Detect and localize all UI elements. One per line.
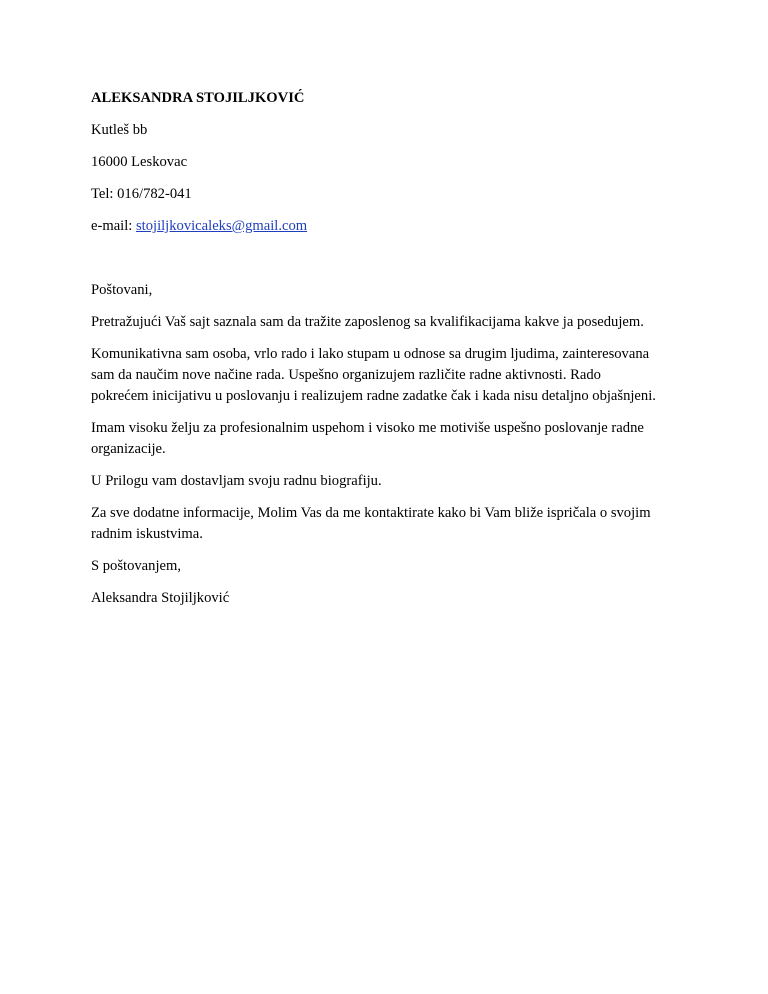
- paragraph-motivation-line-1: Imam visoku želju za profesionalnim uspehom i visoko me motiviše uspešno poslovanje radne: [91, 420, 644, 436]
- sender-name: ALEKSANDRA STOJILJKOVIĆ: [91, 90, 305, 106]
- sender-street: Kutleš bb: [91, 122, 148, 138]
- email-label: e-mail:: [91, 218, 136, 234]
- closing: S poštovanjem,: [91, 558, 181, 574]
- paragraph-contact-line-2: radnim iskustvima.: [91, 526, 203, 542]
- paragraph-attachment: U Prilogu vam dostavljam svoju radnu biografiju.: [91, 473, 382, 489]
- email-link[interactable]: stojiljkovicaleks@gmail.com: [135, 218, 308, 234]
- salutation: Poštovani,: [91, 282, 153, 298]
- letter-page: [91, 88, 691, 609]
- paragraph-contact: [91, 503, 691, 545]
- paragraph-contact-line-1: Za sve dodatne informacije, Molim Vas da me kontaktirate kako bi Vam bliže ispričala o svojim: [91, 505, 651, 521]
- paragraph-skills-line-1: Komunikativna sam osoba, vrlo rado i lako stupam u odnose sa drugim ljudima, zainteresovana: [91, 346, 650, 362]
- paragraph-skills: [91, 344, 691, 407]
- signature: Aleksandra Stojiljković: [91, 590, 230, 606]
- sender-email-line: [91, 216, 691, 237]
- paragraph-skills-line-3: pokrećem inicijativu u poslovanju i realizujem radne zadatke čak i kada nisu detaljno objašnjeni.: [91, 388, 656, 404]
- paragraph-intro: Pretražujući Vaš sajt saznala sam da tražite zaposlenog sa kvalifikacijama kakve ja posedujem.: [91, 314, 644, 330]
- sender-phone: Tel: 016/782-041: [91, 186, 192, 202]
- paragraph-skills-line-2: sam da naučim nove načine rada. Uspešno organizujem različite radne aktivnosti. Rado: [91, 367, 601, 383]
- paragraph-motivation: [91, 418, 691, 460]
- paragraph-motivation-line-2: organizacije.: [91, 441, 166, 457]
- sender-city: 16000 Leskovac: [91, 154, 188, 170]
